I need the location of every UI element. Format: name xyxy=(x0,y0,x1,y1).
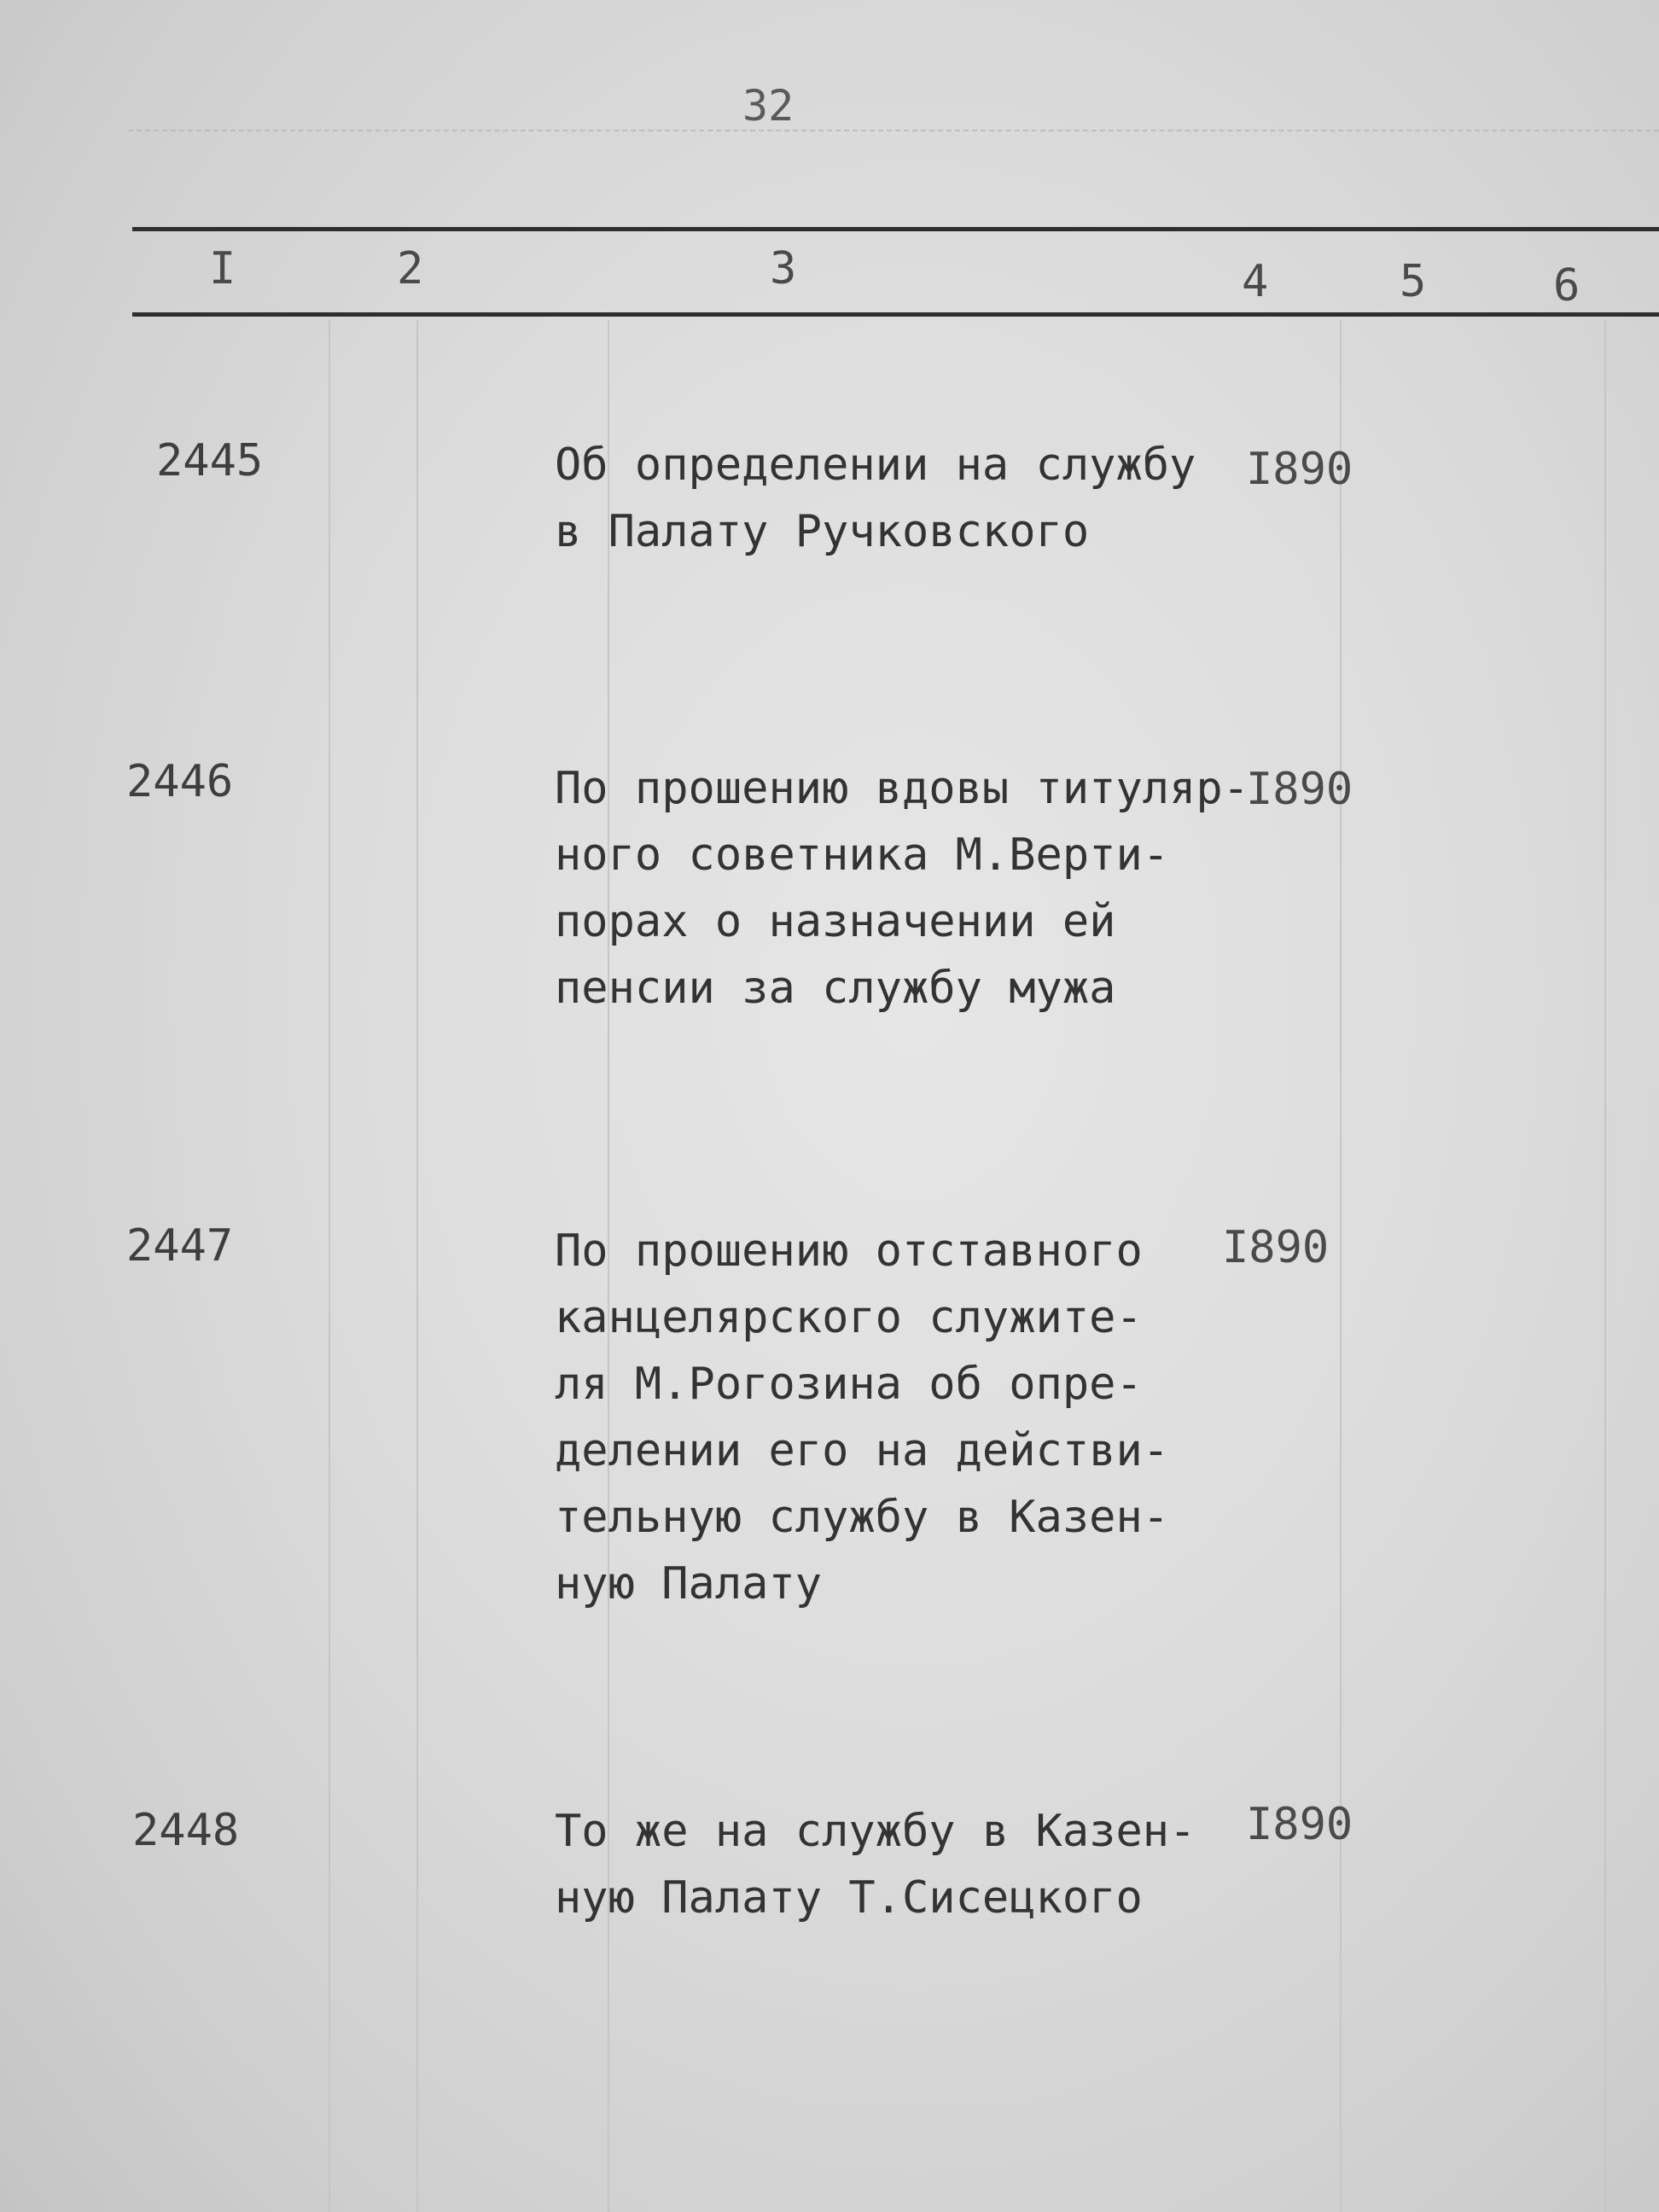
record-number: 2447 xyxy=(126,1220,234,1272)
record-title: Об определении на службу в Палату Ручковского xyxy=(555,439,1196,557)
record-year: I890 xyxy=(1246,444,1353,495)
record-title: То же на службу в Казен- ную Палату Т.Сисецкого xyxy=(555,1806,1196,1924)
record-year: I890 xyxy=(1246,1799,1353,1850)
column-header-6: 6 xyxy=(1553,260,1580,311)
record-title: По прошению вдовы титуляр- ного советника М.Верти- порах о назначении ей пенсии за службу мужа xyxy=(555,763,1249,1014)
record-number: 2448 xyxy=(132,1805,240,1856)
page-number: 32 xyxy=(742,81,795,131)
record-year: I890 xyxy=(1246,764,1353,815)
column-header-5: 5 xyxy=(1400,256,1427,307)
record-title: По прошению отставного канцелярского служите- ля М.Рогозина об опре- делении его на действи- тельную службу в Казен- ную Палату xyxy=(555,1225,1170,1610)
record-number: 2445 xyxy=(156,435,264,486)
header-rule-top xyxy=(132,227,1659,231)
record-year: I890 xyxy=(1222,1222,1330,1273)
column-header-4: 4 xyxy=(1242,256,1269,307)
header-rule-bottom xyxy=(132,312,1659,317)
column-divider xyxy=(416,320,418,2212)
column-header-3: 3 xyxy=(770,243,797,294)
column-divider xyxy=(329,320,330,2212)
column-header-2: 2 xyxy=(397,243,424,294)
record-number: 2446 xyxy=(126,756,234,807)
guide-line xyxy=(128,130,1659,131)
column-divider xyxy=(1604,320,1606,2212)
column-header-1: I xyxy=(209,243,236,294)
